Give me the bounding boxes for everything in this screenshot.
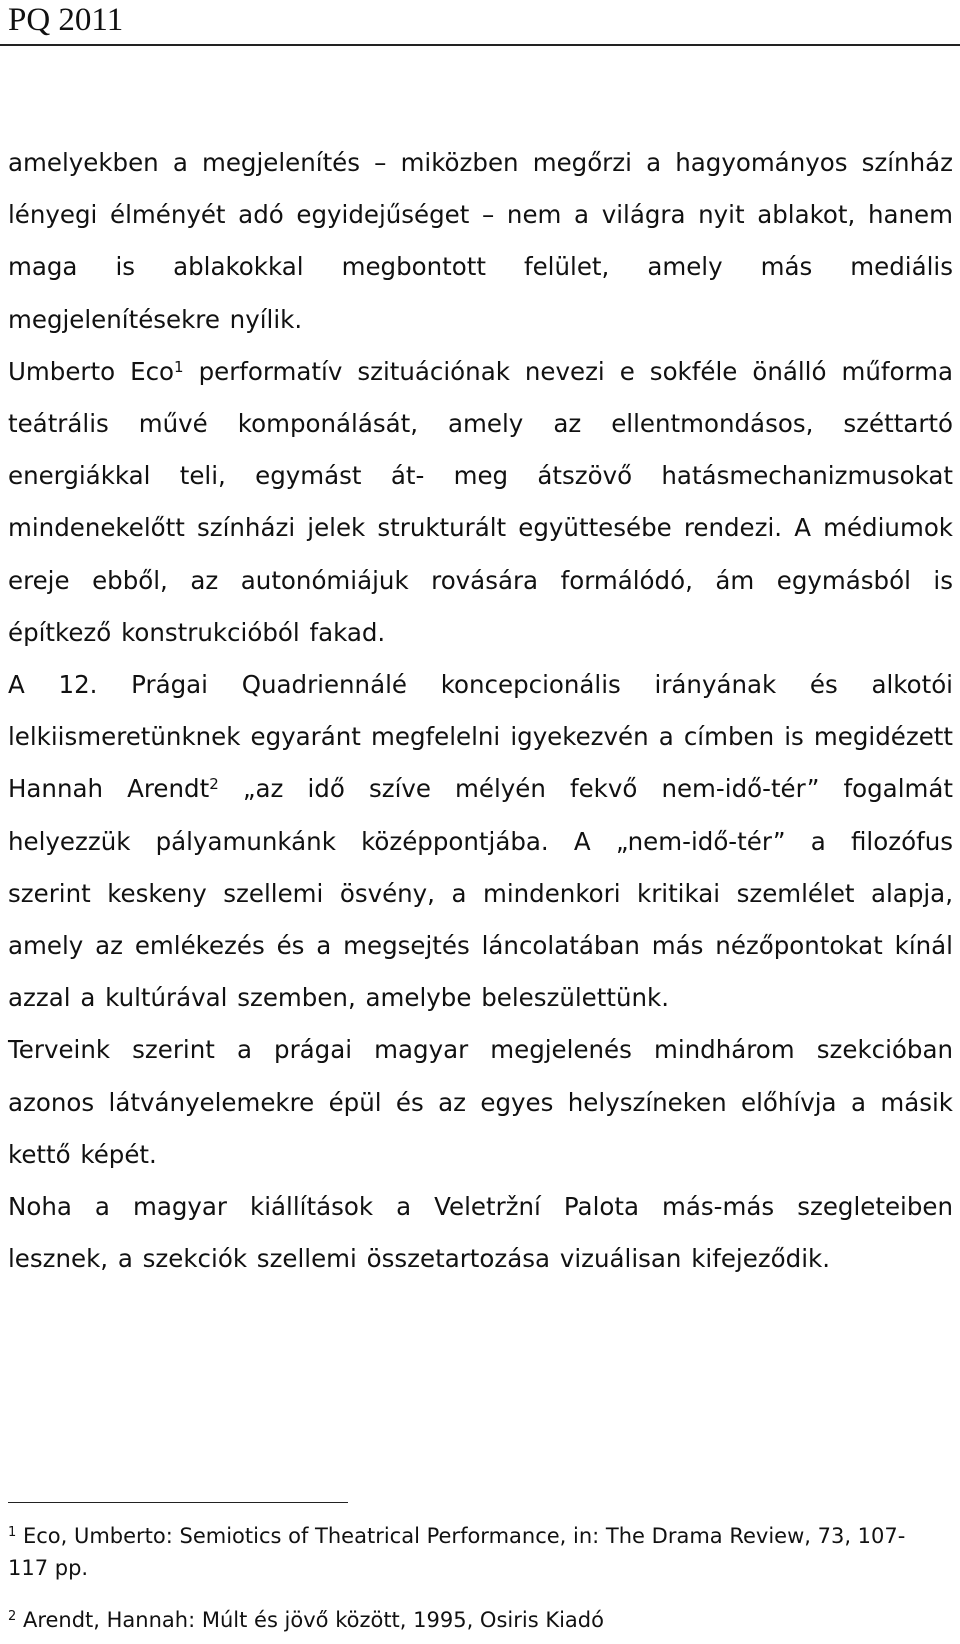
- paragraph: Umberto Eco$^1$ performatív szituációnak nevezi e sokféle önálló műforma teátrális művé komponálását, amely az ellentmondásos, széttartó energiákkal teli, egymást át- meg átszövő hatásmechanizmusokat mindenekelőtt színházi jelek strukturált együttesébe rendezi. A médiumok ereje ebből, az autonómiájuk rovására formálódó, ám egymásból is építkező konstrukcióból fakad.: [8, 356, 953, 647]
- page-title: PQ 2011: [8, 2, 124, 38]
- footnote: $^1$ Eco, Umberto: Semiotics of Theatrical Performance, in: The Drama Review, 73, 107-117 pp.: [8, 1524, 906, 1580]
- paragraph: A 12. Prágai Quadriennálé koncepcionális irányának és alkotói lelkiismeretünknek egyaránt megfelelni igyekezvén a címben is megidézett Hannah Arendt$^2$ „az idő szíve mélyén fekvő nem-idő-tér” fogalmát helyezzük pályamunkánk középpontjába. A „nem-idő-tér” a filozófus szerint keskeny szellemi ösvény, a mindenkori kritikai szemlélet alapja, amely az emlékezés és a megsejtés láncolatában más nézőpontokat kínál azzal a kultúrával szemben, amelybe beleszülettünk.: [8, 670, 953, 1013]
- body-text: [8, 137, 953, 1285]
- header-divider: [0, 44, 960, 46]
- page-header: [0, 0, 960, 54]
- paragraph: Terveink szerint a prágai magyar megjelenés mindhárom szekcióban azonos látványelemekre épül és az egyes helyszíneken előhívja a másik kettő képét.: [8, 1035, 953, 1169]
- footnote: $^2$ Arendt, Hannah: Múlt és jövő között, 1995, Osiris Kiadó: [8, 1608, 604, 1632]
- paragraph: amelyekben a megjelenítés – miközben megőrzi a hagyományos színház lényegi élményét adó egyidejűséget – nem a világra nyit ablakot, hanem maga is ablakokkal megbontott felület, amely más mediális megjelenítésekre nyílik.: [8, 148, 953, 334]
- footnote-mark: 2: [8, 1609, 17, 1624]
- paragraph: Noha a magyar kiállítások a Veletržní Palota más-más szegleteiben lesznek, a szekciók szellemi összetartozása vizuálisan kifejeződik.: [8, 1192, 953, 1274]
- footnote-mark: 1: [8, 1525, 17, 1540]
- footnotes: [8, 1520, 938, 1636]
- footnote-divider: [8, 1502, 348, 1503]
- footnote-ref: 2: [209, 775, 219, 794]
- footnote-ref: 1: [174, 357, 184, 376]
